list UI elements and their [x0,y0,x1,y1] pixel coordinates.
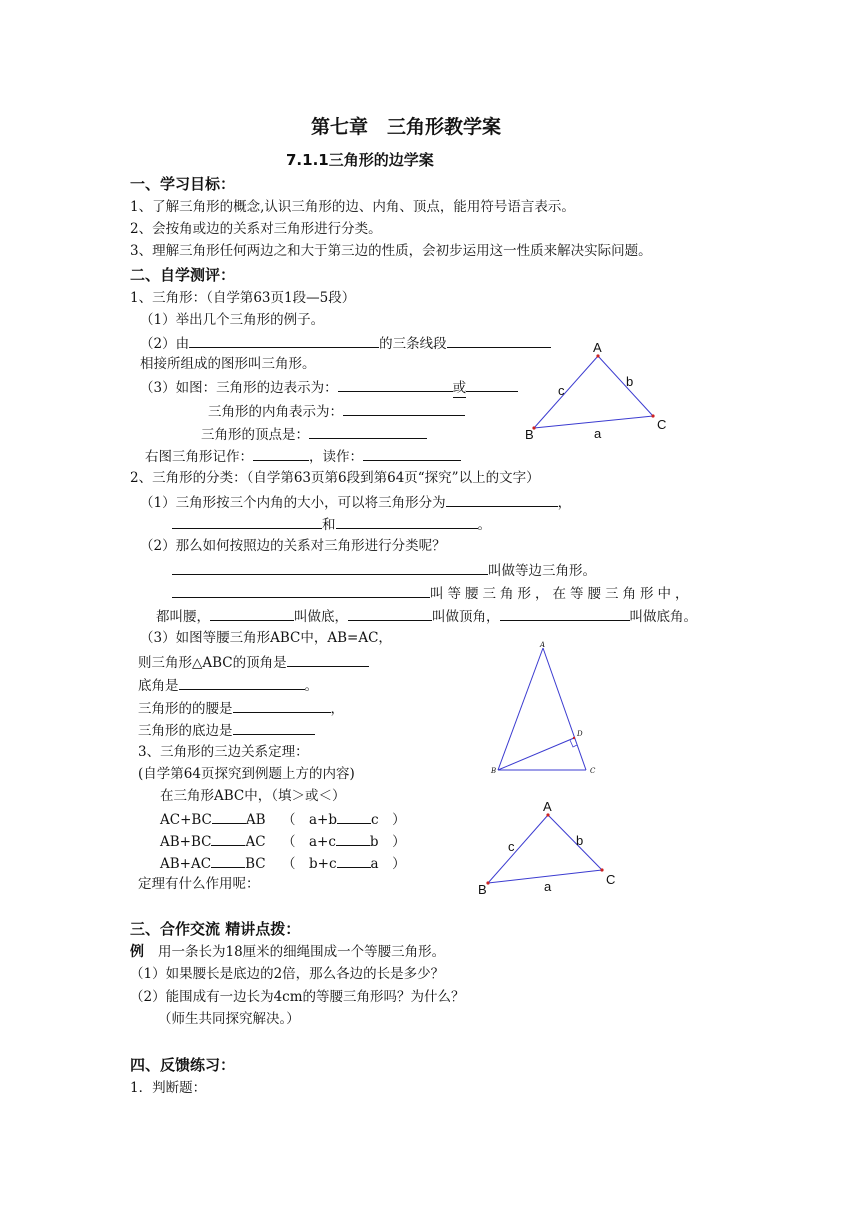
triangle-figure-1 [520,338,680,443]
item-2-1-cont [172,514,491,534]
blank[interactable] [337,809,371,824]
rel-right: c ） [371,812,406,828]
rel-left: AB+BC [160,834,212,850]
rel-left: AC+BC [160,812,212,828]
item-1-3-vertices [201,424,427,444]
relation-row [160,809,266,829]
blank[interactable] [466,377,518,392]
item-2-1-text: （1）三角形按三个内角的大小，可以将三角形分为 [140,495,446,511]
vertex-label: A [593,340,602,355]
blank[interactable] [500,606,630,621]
item-2-2-c [156,606,697,626]
blank[interactable] [179,675,305,690]
base-text: 叫做底， [294,609,348,625]
period: 。 [477,517,491,533]
item-1-1: （1）举出几个三角形的例子。 [140,312,325,328]
item-2-2-b [172,583,693,603]
blank[interactable] [338,377,453,392]
legs-text: 都叫腰， [156,609,210,625]
example-note: （师生共同探究解决。） [158,1011,300,1027]
objective-3: 3、理解三角形任何两边之和大于第三边的性质，会初步运用这一性质来解决实际问题。 [130,243,652,259]
blank[interactable] [212,809,246,824]
section-2-heading: 二、自学测评： [130,266,236,284]
rel-right: BC [245,856,266,872]
vertex-label: C [657,417,667,432]
blank[interactable] [253,446,309,461]
triangle-figure-2 [474,797,634,902]
side-label: b [576,833,584,848]
item-2-1 [140,492,571,512]
item-2-3: （3）如图等腰三角形ABC中，AB=AC， [140,630,392,646]
blank[interactable] [336,831,370,846]
base-angle-text: 叫做底角。 [629,609,697,625]
example-q1: （1）如果腰长是底边的2倍，那么各边的长是多少？ [130,966,445,982]
blank[interactable] [172,514,322,529]
rel-right: AC [245,834,266,850]
rel-right: a ） [370,856,406,872]
section-1-heading: 一、学习目标： [130,175,236,193]
side-label: c [508,839,515,854]
legs-q: 三角形的的腰是 [138,701,233,717]
and-word: 和 [322,517,336,533]
item-2-3-b [138,675,318,695]
blank[interactable] [233,720,315,735]
item-1-2 [140,333,551,353]
item-3-heading: 3、三角形的三边关系定理： [138,744,309,760]
rel-left: （ a+b [282,812,338,828]
blank[interactable] [446,492,558,507]
vertex-label: B [491,767,497,775]
vertices-label: 三角形的顶点是： [201,427,309,443]
relation-row-letters [282,831,406,851]
example-q2: （2）能围成有一边长为4cm的等腰三角形吗？为什么？ [130,989,465,1005]
rel-right: b ） [369,834,406,850]
angles-label: 三角形的内角表示为： [208,404,343,420]
rel-right: AB [245,812,266,828]
rel-left: AB+AC [160,856,212,872]
vertex-label: A [540,641,546,649]
blank[interactable] [172,560,488,575]
item-1-3-text: （3）如图：三角形的边表示为： [140,380,338,396]
vertex-label: B [525,427,534,442]
relation-row [160,853,266,873]
blank[interactable] [363,446,461,461]
item-2-3-d [138,720,315,740]
base-q: 三角形的底边是 [138,723,233,739]
equilateral-text: 叫做等边三角形。 [488,563,596,579]
item-1-2-text-a: （2）由 [140,336,190,352]
vertex-label: A [543,799,552,814]
relation-row [160,831,266,851]
example-line [130,943,445,961]
blank[interactable] [211,831,245,846]
item-1-4 [145,446,461,466]
page-subtitle: 7.1.1三角形的边学案 [286,151,434,169]
section-3-heading: 三、合作交流 精讲点拨： [130,920,301,938]
item-1-3 [140,377,518,398]
item-1-2-cont: 相接所组成的图形叫三角形。 [140,356,316,372]
rel-left: （ b+c [282,856,337,872]
blank[interactable] [211,853,245,868]
item-2-2-a [172,560,596,580]
blank[interactable] [343,401,465,416]
side-label: a [544,879,552,894]
vertex-label: C [590,767,596,775]
rel-left: （ a+c [282,834,336,850]
comma: ， [330,701,344,717]
example-label: 例 [130,944,144,960]
vertex-label: D [577,730,583,738]
blank[interactable] [210,606,294,621]
apex-q: 则三角形△ABC的顶角是 [138,655,287,671]
example-text: 用一条长为18厘米的细绳围成一个等腰三角形。 [158,944,446,960]
vertex-label: C [606,872,616,887]
item-1-heading: 1、三角形：（自学第63页1段—5段） [130,290,356,306]
side-label: a [594,426,602,441]
read-label: ，读作： [309,449,363,465]
blank[interactable] [337,853,371,868]
exercise-1: 1．判断题： [130,1080,207,1096]
side-label: b [626,374,634,389]
isosceles-text: 叫等腰三角形，在等腰三角形中， [430,586,693,602]
blank[interactable] [189,333,379,348]
item-1-2-text-b: 的三条线段 [379,336,447,352]
apex-text: 叫做顶角， [432,609,500,625]
item-2-3-c [138,698,344,718]
objective-2: 2、会按角或边的关系对三角形进行分类。 [130,221,382,237]
vertex-label: B [478,882,487,897]
item-3-intro: 在三角形ABC中，（填＞或＜） [160,788,346,804]
comma: ， [557,495,572,511]
relation-row-letters [282,809,406,829]
relation-row-letters [282,853,406,873]
base-angle-q: 底角是 [138,678,179,694]
side-label: c [558,383,565,398]
or-word: 或 [452,380,467,396]
section-4-heading: 四、反馈练习： [130,1056,236,1074]
item-2-heading: 2、三角形的分类：（自学第63页第6段到第64页“探究”以上的文字） [130,470,540,486]
item-2-3-a [138,652,369,672]
blank[interactable] [233,698,331,713]
isosceles-triangle-figure [488,640,608,780]
item-3-question: 定理有什么作用呢： [138,876,260,892]
blank[interactable] [336,514,478,529]
item-2-2: （2）那么如何按照边的关系对三角形进行分类呢？ [140,538,446,554]
notation-label: 右图三角形记作： [145,449,253,465]
blank[interactable] [287,652,369,667]
blank[interactable] [309,424,427,439]
blank[interactable] [172,583,430,598]
period: 。 [304,678,318,694]
item-1-3-angles [208,401,465,421]
objective-1: 1、了解三角形的概念,认识三角形的边、内角、顶点，能用符号语言表示。 [130,199,575,215]
page-title: 第七章 三角形教学案 [311,116,502,138]
item-3-note: (自学第64页探究到例题上方的内容) [138,766,355,782]
blank[interactable] [348,606,432,621]
